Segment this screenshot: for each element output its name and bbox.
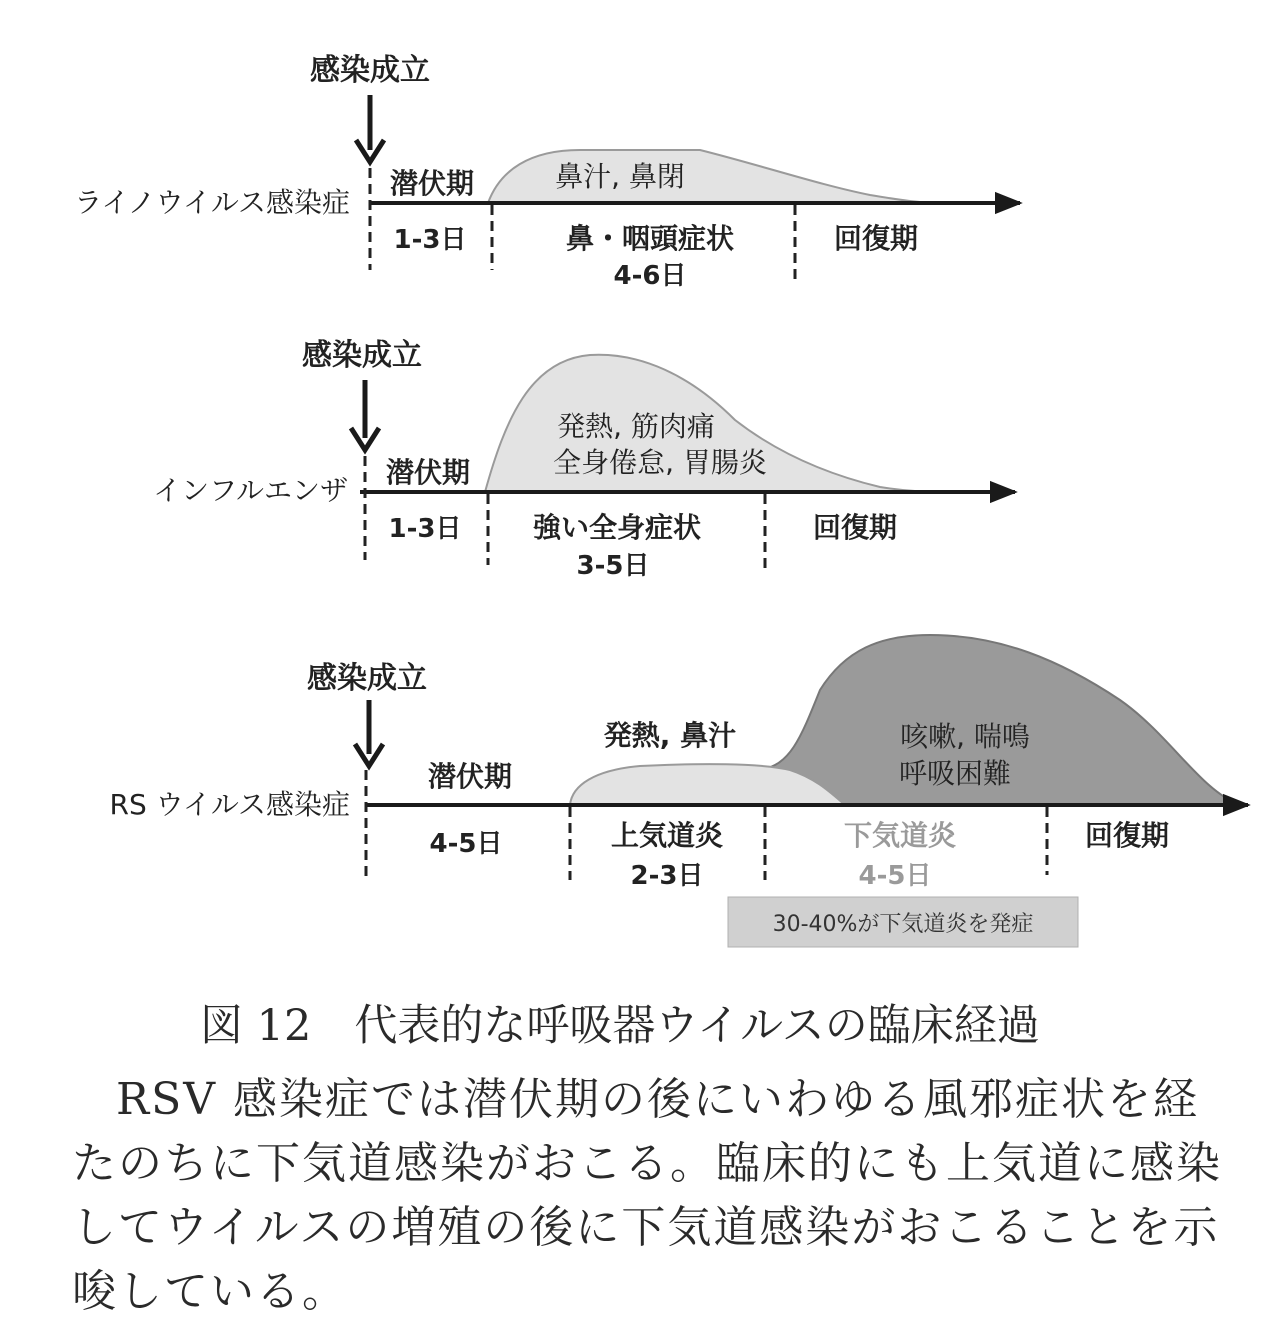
phase2-name: 強い全身症状 [532,511,702,544]
recovery-label: 回復期 [1084,819,1170,852]
phase2-name: 鼻・咽頭症状 [565,222,735,255]
incubation-label: 潜伏期 [385,456,471,489]
row-label: RS ウイルス感染症 [109,788,350,821]
figure-caption-body: RSV 感染症では潜伏期の後にいわゆる風邪症状を経たのちに下気道感染がおこる。臨床的にも上気道に感染してウイルスの増殖の後に下気道感染がおこることを示唆している。 [72,1074,1222,1317]
recovery-label: 回復期 [812,511,898,544]
phase2-duration: 4-6日 [613,261,687,291]
phase2-duration: 2-3日 [630,861,704,891]
row-label: ライノウイルス感染症 [74,186,350,219]
phase2-duration: 3-5日 [576,551,650,581]
recovery-label: 回復期 [833,222,919,255]
symptom-label: 鼻汁, 鼻閉 [555,160,685,193]
panel-rhinovirus [74,53,1020,291]
panel-influenza [153,338,1015,581]
phase3-name: 下気道炎 [843,819,957,852]
upper-symptom-label: 発熱, 鼻汁 [603,719,737,752]
symptom-label-1: 発熱, 筋肉痛 [557,410,715,443]
row-label: インフルエンザ [153,474,348,507]
phase2-name: 上気道炎 [610,819,724,852]
phase1-duration: 4-5日 [429,829,503,859]
phase1-duration: 1-3日 [388,514,462,544]
incubation-label: 潜伏期 [427,760,513,793]
infection-label: 感染成立 [302,338,422,373]
phase1-duration: 1-3日 [393,225,467,255]
lower-symptom-label-2: 呼吸困難 [898,757,1012,790]
symptom-label-2: 全身倦怠, 胃腸炎 [553,446,767,479]
infection-label: 感染成立 [307,661,427,696]
note-text: 30-40%が下気道炎を発症 [772,912,1034,937]
phase3-duration: 4-5日 [858,861,932,891]
incubation-label: 潜伏期 [389,167,475,200]
lower-symptom-label-1: 咳嗽, 喘鳴 [900,720,1030,753]
panel-rs-virus [110,635,1248,947]
figure-caption-title: 図 12 代表的な呼吸器ウイルスの臨床経過 [200,1001,1040,1051]
infection-label: 感染成立 [310,53,430,88]
